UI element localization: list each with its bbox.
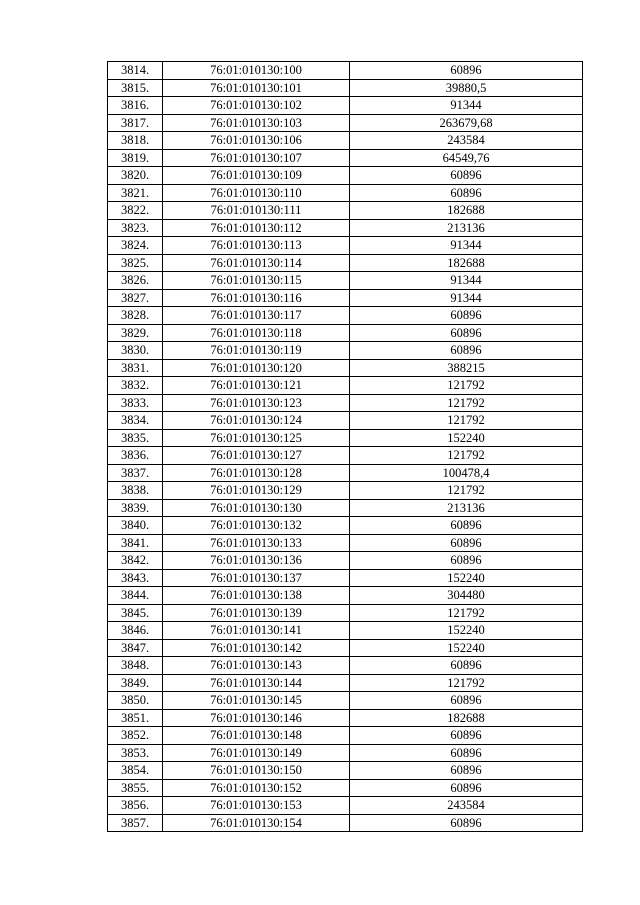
value-cell: 60896 — [350, 342, 583, 360]
cadastral-number-cell: 76:01:010130:103 — [163, 114, 350, 132]
row-number-cell: 3815. — [108, 79, 163, 97]
row-number-cell: 3817. — [108, 114, 163, 132]
row-number-cell: 3834. — [108, 412, 163, 430]
value-cell: 213136 — [350, 219, 583, 237]
row-number-cell: 3837. — [108, 464, 163, 482]
value-cell: 60896 — [350, 167, 583, 185]
table-row — [108, 604, 583, 622]
cadastral-number-cell: 76:01:010130:145 — [163, 692, 350, 710]
row-number-cell: 3843. — [108, 569, 163, 587]
value-cell: 182688 — [350, 254, 583, 272]
cadastral-number-cell: 76:01:010130:113 — [163, 237, 350, 255]
cadastral-number-cell: 76:01:010130:154 — [163, 814, 350, 832]
cadastral-number-cell: 76:01:010130:136 — [163, 552, 350, 570]
row-number-cell: 3850. — [108, 692, 163, 710]
value-cell: 60896 — [350, 814, 583, 832]
cadastral-number-cell: 76:01:010130:133 — [163, 534, 350, 552]
cadastral-number-cell: 76:01:010130:150 — [163, 762, 350, 780]
table-row — [108, 587, 583, 605]
value-cell: 60896 — [350, 779, 583, 797]
value-cell: 60896 — [350, 307, 583, 325]
row-number-cell: 3844. — [108, 587, 163, 605]
value-cell: 121792 — [350, 447, 583, 465]
table-row — [108, 342, 583, 360]
table-row — [108, 79, 583, 97]
value-cell: 39880,5 — [350, 79, 583, 97]
cadastral-number-cell: 76:01:010130:130 — [163, 499, 350, 517]
value-cell: 152240 — [350, 569, 583, 587]
row-number-cell: 3823. — [108, 219, 163, 237]
table-row — [108, 359, 583, 377]
cadastral-number-cell: 76:01:010130:100 — [163, 62, 350, 80]
table-row — [108, 762, 583, 780]
table-row — [108, 132, 583, 150]
cadastral-number-cell: 76:01:010130:139 — [163, 604, 350, 622]
table-row — [108, 272, 583, 290]
cadastral-number-cell: 76:01:010130:141 — [163, 622, 350, 640]
table-row — [108, 709, 583, 727]
table-row — [108, 482, 583, 500]
value-cell: 121792 — [350, 412, 583, 430]
table-row — [108, 779, 583, 797]
row-number-cell: 3840. — [108, 517, 163, 535]
value-cell: 91344 — [350, 272, 583, 290]
value-cell: 60896 — [350, 184, 583, 202]
value-cell: 182688 — [350, 202, 583, 220]
cadastral-number-cell: 76:01:010130:118 — [163, 324, 350, 342]
cadastral-number-cell: 76:01:010130:116 — [163, 289, 350, 307]
value-cell: 91344 — [350, 97, 583, 115]
cadastral-number-cell: 76:01:010130:137 — [163, 569, 350, 587]
cadastral-number-cell: 76:01:010130:121 — [163, 377, 350, 395]
row-number-cell: 3853. — [108, 744, 163, 762]
table-row — [108, 202, 583, 220]
cadastral-number-cell: 76:01:010130:101 — [163, 79, 350, 97]
row-number-cell: 3847. — [108, 639, 163, 657]
table-row — [108, 219, 583, 237]
row-number-cell: 3851. — [108, 709, 163, 727]
table-row — [108, 534, 583, 552]
row-number-cell: 3846. — [108, 622, 163, 640]
table-row — [108, 307, 583, 325]
cadastral-number-cell: 76:01:010130:127 — [163, 447, 350, 465]
row-number-cell: 3842. — [108, 552, 163, 570]
value-cell: 213136 — [350, 499, 583, 517]
value-cell: 91344 — [350, 237, 583, 255]
row-number-cell: 3816. — [108, 97, 163, 115]
value-cell: 60896 — [350, 762, 583, 780]
value-cell: 121792 — [350, 604, 583, 622]
row-number-cell: 3833. — [108, 394, 163, 412]
value-cell: 152240 — [350, 622, 583, 640]
table-row — [108, 167, 583, 185]
value-cell: 182688 — [350, 709, 583, 727]
cadastral-number-cell: 76:01:010130:152 — [163, 779, 350, 797]
row-number-cell: 3855. — [108, 779, 163, 797]
cadastral-number-cell: 76:01:010130:138 — [163, 587, 350, 605]
cadastral-number-cell: 76:01:010130:111 — [163, 202, 350, 220]
cadastral-number-cell: 76:01:010130:124 — [163, 412, 350, 430]
cadastral-number-cell: 76:01:010130:102 — [163, 97, 350, 115]
value-cell: 152240 — [350, 429, 583, 447]
table-row — [108, 62, 583, 80]
row-number-cell: 3831. — [108, 359, 163, 377]
cadastral-number-cell: 76:01:010130:110 — [163, 184, 350, 202]
row-number-cell: 3832. — [108, 377, 163, 395]
table-row — [108, 639, 583, 657]
cadastral-number-cell: 76:01:010130:109 — [163, 167, 350, 185]
row-number-cell: 3825. — [108, 254, 163, 272]
value-cell: 91344 — [350, 289, 583, 307]
value-cell: 60896 — [350, 324, 583, 342]
cadastral-number-cell: 76:01:010130:149 — [163, 744, 350, 762]
value-cell: 100478,4 — [350, 464, 583, 482]
table-row — [108, 622, 583, 640]
value-cell: 60896 — [350, 744, 583, 762]
table-row — [108, 797, 583, 815]
row-number-cell: 3838. — [108, 482, 163, 500]
value-cell: 263679,68 — [350, 114, 583, 132]
table-row — [108, 97, 583, 115]
table-row — [108, 324, 583, 342]
table-row — [108, 184, 583, 202]
table-row — [108, 552, 583, 570]
table-row — [108, 674, 583, 692]
table-row — [108, 254, 583, 272]
table-row — [108, 744, 583, 762]
cadastral-number-cell: 76:01:010130:112 — [163, 219, 350, 237]
row-number-cell: 3819. — [108, 149, 163, 167]
table-row — [108, 517, 583, 535]
value-cell: 60896 — [350, 692, 583, 710]
value-cell: 388215 — [350, 359, 583, 377]
value-cell: 304480 — [350, 587, 583, 605]
row-number-cell: 3836. — [108, 447, 163, 465]
value-cell: 64549,76 — [350, 149, 583, 167]
cadastral-number-cell: 76:01:010130:129 — [163, 482, 350, 500]
value-cell: 60896 — [350, 517, 583, 535]
table-row — [108, 464, 583, 482]
value-cell: 121792 — [350, 377, 583, 395]
table-row — [108, 429, 583, 447]
row-number-cell: 3852. — [108, 727, 163, 745]
row-number-cell: 3820. — [108, 167, 163, 185]
table-row — [108, 289, 583, 307]
cadastral-number-cell: 76:01:010130:119 — [163, 342, 350, 360]
cadastral-number-cell: 76:01:010130:153 — [163, 797, 350, 815]
row-number-cell: 3824. — [108, 237, 163, 255]
row-number-cell: 3814. — [108, 62, 163, 80]
table-row — [108, 377, 583, 395]
value-cell: 60896 — [350, 657, 583, 675]
row-number-cell: 3828. — [108, 307, 163, 325]
table-row — [108, 499, 583, 517]
table-row — [108, 657, 583, 675]
cadastral-number-cell: 76:01:010130:128 — [163, 464, 350, 482]
table-body — [108, 62, 583, 832]
value-cell: 60896 — [350, 62, 583, 80]
cadastral-number-cell: 76:01:010130:142 — [163, 639, 350, 657]
cadastral-number-cell: 76:01:010130:148 — [163, 727, 350, 745]
cadastral-number-cell: 76:01:010130:123 — [163, 394, 350, 412]
table-row — [108, 237, 583, 255]
cadastral-number-cell: 76:01:010130:115 — [163, 272, 350, 290]
row-number-cell: 3848. — [108, 657, 163, 675]
cadastral-number-cell: 76:01:010130:120 — [163, 359, 350, 377]
table-row — [108, 692, 583, 710]
row-number-cell: 3821. — [108, 184, 163, 202]
row-number-cell: 3839. — [108, 499, 163, 517]
table-row — [108, 814, 583, 832]
value-cell: 243584 — [350, 797, 583, 815]
row-number-cell: 3826. — [108, 272, 163, 290]
value-cell: 121792 — [350, 482, 583, 500]
value-cell: 152240 — [350, 639, 583, 657]
cadastral-number-cell: 76:01:010130:106 — [163, 132, 350, 150]
row-number-cell: 3854. — [108, 762, 163, 780]
value-cell: 60896 — [350, 552, 583, 570]
cadastral-number-cell: 76:01:010130:132 — [163, 517, 350, 535]
row-number-cell: 3841. — [108, 534, 163, 552]
row-number-cell: 3857. — [108, 814, 163, 832]
cadastral-number-cell: 76:01:010130:117 — [163, 307, 350, 325]
row-number-cell: 3835. — [108, 429, 163, 447]
cadastral-number-cell: 76:01:010130:144 — [163, 674, 350, 692]
row-number-cell: 3818. — [108, 132, 163, 150]
cadastral-number-cell: 76:01:010130:107 — [163, 149, 350, 167]
row-number-cell: 3849. — [108, 674, 163, 692]
table-row — [108, 114, 583, 132]
table-row — [108, 412, 583, 430]
table-row — [108, 727, 583, 745]
row-number-cell: 3856. — [108, 797, 163, 815]
cadastral-number-cell: 76:01:010130:143 — [163, 657, 350, 675]
table-row — [108, 149, 583, 167]
value-cell: 60896 — [350, 727, 583, 745]
cadastral-number-cell: 76:01:010130:125 — [163, 429, 350, 447]
value-cell: 243584 — [350, 132, 583, 150]
row-number-cell: 3830. — [108, 342, 163, 360]
cadastral-number-cell: 76:01:010130:114 — [163, 254, 350, 272]
value-cell: 121792 — [350, 394, 583, 412]
value-cell: 121792 — [350, 674, 583, 692]
value-cell: 60896 — [350, 534, 583, 552]
cadastral-number-cell: 76:01:010130:146 — [163, 709, 350, 727]
row-number-cell: 3827. — [108, 289, 163, 307]
cadastral-value-table — [107, 61, 583, 832]
table-row — [108, 394, 583, 412]
row-number-cell: 3845. — [108, 604, 163, 622]
table-row — [108, 569, 583, 587]
table-row — [108, 447, 583, 465]
row-number-cell: 3829. — [108, 324, 163, 342]
row-number-cell: 3822. — [108, 202, 163, 220]
